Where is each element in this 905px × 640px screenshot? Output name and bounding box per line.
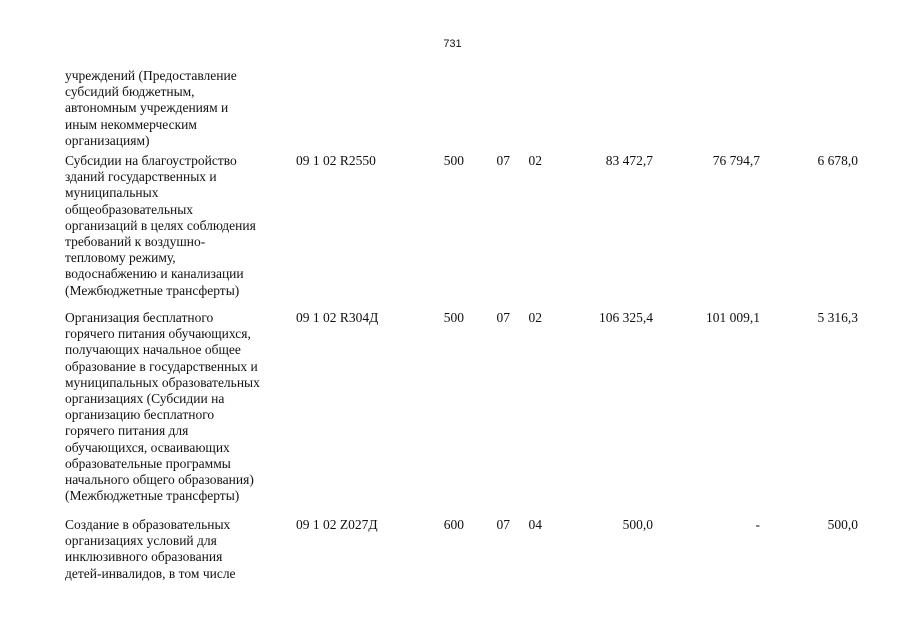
row-name-line: горячего питания для (65, 423, 189, 439)
row-name-line: Организация бесплатного (65, 310, 214, 325)
row-name (65, 517, 287, 582)
row-pr: 04 (528, 517, 542, 532)
row-rz: 07 (496, 310, 510, 325)
row-name-line: (Межбюджетные трансферты) (65, 282, 240, 298)
row-code: 09 1 02 R304Д (296, 310, 379, 325)
row-sum-2: 76 794,7 (712, 153, 760, 168)
row-name-line: инклюзивного образования (65, 549, 223, 565)
row-name-line: водоснабжению и канализации (65, 266, 244, 282)
row-name-line: получающих начальное общее (65, 342, 241, 358)
row-name-line: организаций в целях соблюдения (65, 217, 256, 233)
row-code: 09 1 02 Z027Д (296, 517, 378, 532)
row-vr: 500 (443, 153, 464, 168)
row-name-line: обучающихся, осваивающих (65, 439, 230, 455)
row-name-line: (Межбюджетные трансферты) (65, 488, 240, 504)
row-pr: 02 (528, 310, 542, 325)
row-name-line: организациях условий для (65, 533, 217, 549)
row-vr: 600 (443, 517, 464, 532)
page-number: 731 (443, 38, 462, 50)
row-name-line: организациях (Субсидии на (65, 391, 225, 407)
row-pr: 02 (528, 153, 542, 168)
row-name-line: образовательные программы (65, 455, 231, 471)
row-name-line: муниципальных (65, 185, 159, 201)
row-name-line: организацию бесплатного (65, 407, 215, 423)
row-name-line: субсидий бюджетным, (65, 84, 195, 100)
row-sum-3: 6 678,0 (817, 153, 858, 168)
row-vr: 500 (443, 310, 464, 325)
row-name-line: Создание в образовательных (65, 517, 231, 532)
row-sum-3: 5 316,3 (817, 310, 858, 325)
row-name-line: образование в государственных и (65, 358, 258, 374)
row-name-line: автономным учреждениям и (65, 100, 229, 116)
row-sum-total: 500,0 (622, 517, 653, 532)
row-name-line: иным некоммерческим (65, 116, 197, 132)
row-name-line: организациям) (65, 132, 150, 148)
row-rz: 07 (496, 517, 510, 532)
row-name-line: требований к воздушно- (65, 234, 206, 250)
row-sum-total: 106 325,4 (599, 310, 653, 325)
row-name (65, 310, 287, 504)
row-name (65, 68, 287, 149)
row-name-line: Субсидии на благоустройство (65, 153, 237, 168)
row-name-line: начального общего образования) (65, 472, 254, 488)
row-sum-3: 500,0 (827, 517, 858, 532)
row-sum-total: 83 472,7 (605, 153, 653, 168)
row-name-line: тепловому режиму, (65, 250, 176, 266)
row-name-line: зданий государственных и (65, 169, 217, 185)
row-code: 09 1 02 R2550 (296, 153, 376, 168)
row-rz: 07 (496, 153, 510, 168)
row-name (65, 153, 287, 299)
row-name-line: общеобразовательных (65, 201, 194, 217)
row-name-line: горячего питания обучающихся, (65, 326, 251, 342)
row-sum-2: 101 009,1 (706, 310, 760, 325)
row-name-line: учреждений (Предоставление (65, 68, 237, 83)
row-sum-2: - (755, 517, 760, 532)
row-name-line: муниципальных образовательных (65, 374, 260, 390)
row-name-line: детей-инвалидов, в том числе (65, 565, 236, 581)
